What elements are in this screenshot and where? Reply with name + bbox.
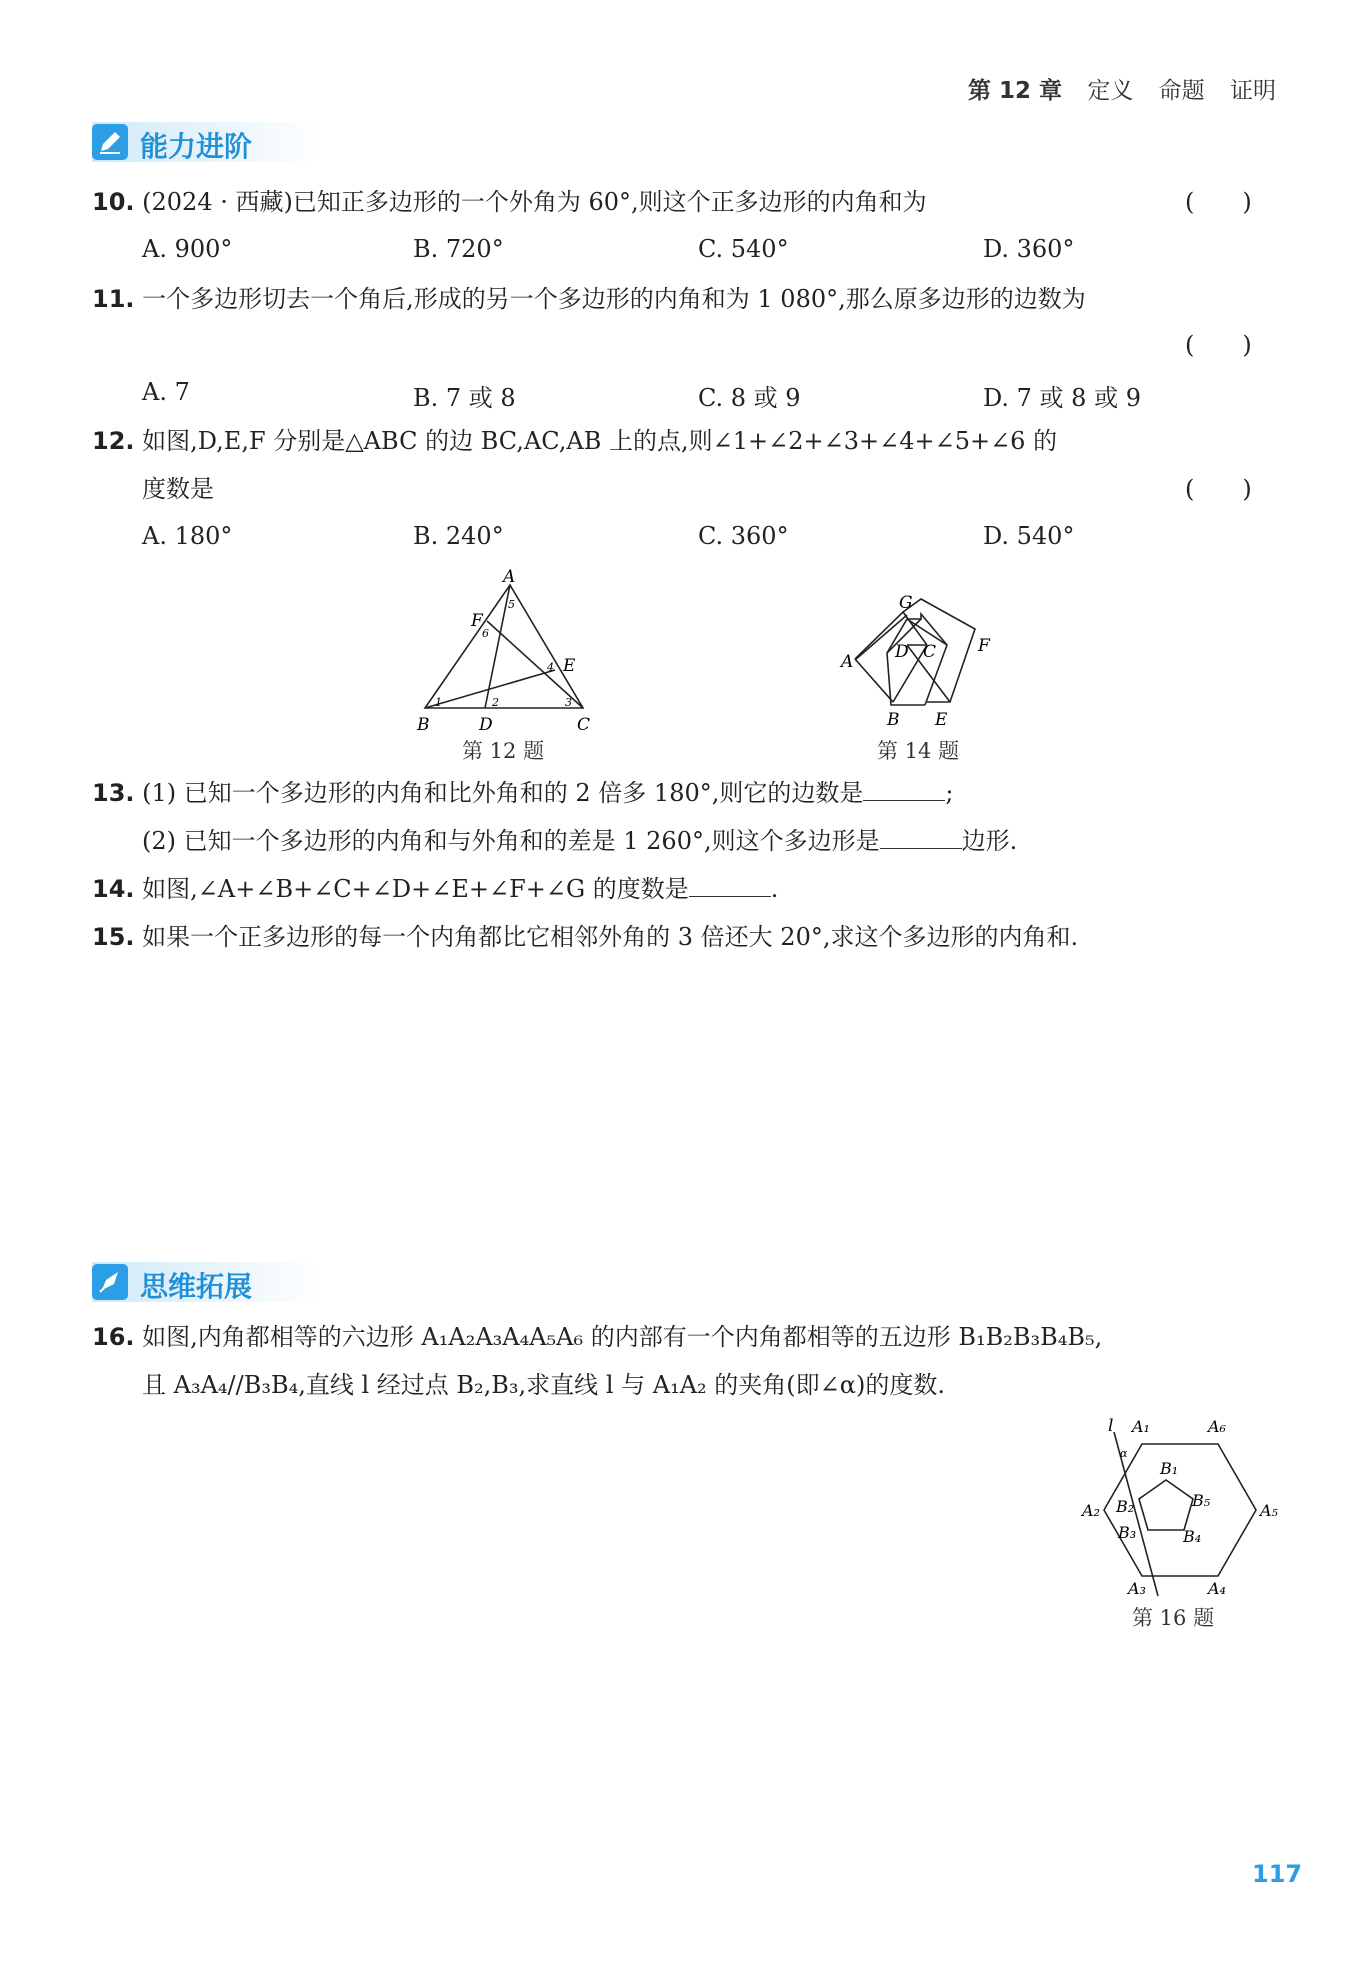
option-d: D. 540°	[983, 522, 1075, 550]
option-d: D. 360°	[983, 235, 1075, 263]
question-16	[92, 1320, 1102, 1354]
question-number: 15.	[92, 923, 135, 951]
header-topic-1: 定义	[1087, 78, 1134, 104]
question-number: 10.	[92, 188, 135, 216]
answer-blank[interactable]	[689, 874, 771, 897]
label-A4: A₄	[1208, 1579, 1226, 1598]
question-14	[92, 872, 778, 906]
angle-5: 5	[508, 598, 515, 611]
question-text: 如图,∠A+∠B+∠C+∠D+∠E+∠F+∠G 的度数是	[142, 875, 689, 903]
label-E: E	[935, 710, 948, 730]
question-number: 16.	[92, 1323, 135, 1351]
question-11	[92, 282, 1086, 316]
label-A6: A₆	[1208, 1418, 1226, 1436]
question-12	[92, 424, 1057, 458]
figure-14-caption: 第 14 题	[877, 739, 960, 763]
angle-3: 3	[565, 696, 572, 709]
label-F: F	[471, 611, 483, 631]
chapter-number: 第 12 章	[968, 78, 1063, 104]
option-c: C. 360°	[698, 522, 789, 550]
question-text: (2024 · 西藏)已知正多边形的一个外角为 60°,则这个正多边形的内角和为	[142, 188, 927, 216]
label-D: D	[895, 642, 909, 662]
answer-blank[interactable]	[880, 826, 962, 849]
question-number: 11.	[92, 285, 135, 313]
chapter-header	[968, 72, 1276, 105]
question-number: 14.	[92, 875, 135, 903]
figure-16-caption: 第 16 题	[1132, 1606, 1215, 1630]
label-l: l	[1108, 1418, 1114, 1436]
option-d: D. 7 或 8 或 9	[983, 384, 1141, 412]
label-B: B	[887, 710, 900, 730]
label-A5: A₅	[1260, 1501, 1278, 1520]
header-topic-2: 命题	[1158, 78, 1205, 104]
question-15	[92, 920, 1078, 954]
label-C: C	[923, 642, 937, 662]
label-G: G	[899, 593, 913, 613]
label-B3: B₃	[1118, 1523, 1137, 1542]
label-A2: A₂	[1082, 1501, 1100, 1520]
question-text: 如果一个正多边形的每一个内角都比它相邻外角的 3 倍还大 20°,求这个多边形的内角和.	[142, 923, 1079, 951]
option-c: C. 8 或 9	[698, 384, 801, 412]
question-number: 13.	[92, 779, 135, 807]
answer-paren: ( )	[1185, 188, 1252, 216]
option-a: A. 7	[142, 378, 190, 406]
question-text-end: .	[770, 875, 779, 903]
header-topic-3: 证明	[1229, 78, 1276, 104]
figure-12	[405, 565, 605, 740]
figure-14	[835, 585, 1005, 735]
question-number: 12.	[92, 427, 135, 455]
label-A: A	[841, 652, 854, 672]
page-number: 117	[1252, 1860, 1303, 1888]
question-text: 如图,D,E,F 分别是△ABC 的边 BC,AC,AB 上的点,则∠1+∠2+∠3+∠4+∠5+∠6 的	[142, 427, 1058, 455]
angle-4: 4	[547, 661, 554, 674]
label-B: B	[417, 715, 430, 735]
option-b: B. 720°	[413, 235, 504, 263]
label-alpha: α	[1120, 1447, 1128, 1460]
rocket-icon	[92, 1264, 128, 1300]
label-F: F	[978, 636, 990, 656]
angle-6: 6	[482, 627, 489, 640]
question-text-end: ;	[945, 779, 954, 807]
label-A1: A₁	[1132, 1418, 1150, 1436]
section-title-extension: 思维拓展	[140, 1270, 253, 1303]
label-A: A	[503, 567, 516, 587]
option-a: A. 900°	[142, 235, 233, 263]
section-title-advanced: 能力进阶	[140, 130, 253, 163]
question-13-part-2	[142, 824, 1017, 858]
label-A3: A₃	[1128, 1579, 1146, 1598]
question-text: (1) 已知一个多边形的内角和比外角和的 2 倍多 180°,则它的边数是	[142, 779, 864, 807]
answer-paren: ( )	[1185, 331, 1252, 359]
label-D: D	[479, 715, 493, 735]
angle-2: 2	[492, 696, 499, 709]
option-c: C. 540°	[698, 235, 789, 263]
label-B5: B₅	[1192, 1491, 1211, 1510]
question-text: (2) 已知一个多边形的内角和与外角和的差是 1 260°,则这个多边形是	[142, 827, 880, 855]
question-text-cont: 度数是	[142, 475, 214, 503]
question-text: 如图,内角都相等的六边形 A₁A₂A₃A₄A₅A₆ 的内部有一个内角都相等的五边形 B₁B₂B₃B₄B₅,	[142, 1323, 1103, 1351]
label-E: E	[563, 656, 576, 676]
question-text-end: 边形.	[961, 827, 1018, 855]
question-10	[92, 185, 927, 219]
option-a: A. 180°	[142, 522, 233, 550]
question-text: 一个多边形切去一个角后,形成的另一个多边形的内角和为 1 080°,那么原多边形的边数为	[142, 285, 1086, 313]
option-b: B. 240°	[413, 522, 504, 550]
figure-16	[1080, 1418, 1280, 1598]
question-text-cont: 且 A₃A₄//B₃B₄,直线 l 经过点 B₂,B₃,求直线 l 与 A₁A₂ 的夹角(即∠α)的度数.	[142, 1371, 945, 1399]
question-13	[92, 776, 953, 810]
figure-12-caption: 第 12 题	[462, 739, 545, 763]
label-B2: B₂	[1116, 1497, 1135, 1516]
angle-1: 1	[435, 696, 442, 709]
option-b: B. 7 或 8	[413, 384, 516, 412]
label-B4: B₄	[1183, 1527, 1202, 1546]
answer-blank[interactable]	[863, 778, 945, 801]
label-B1: B₁	[1160, 1459, 1179, 1478]
answer-paren: ( )	[1185, 475, 1252, 503]
pencil-icon	[92, 124, 128, 160]
label-C: C	[577, 715, 591, 735]
